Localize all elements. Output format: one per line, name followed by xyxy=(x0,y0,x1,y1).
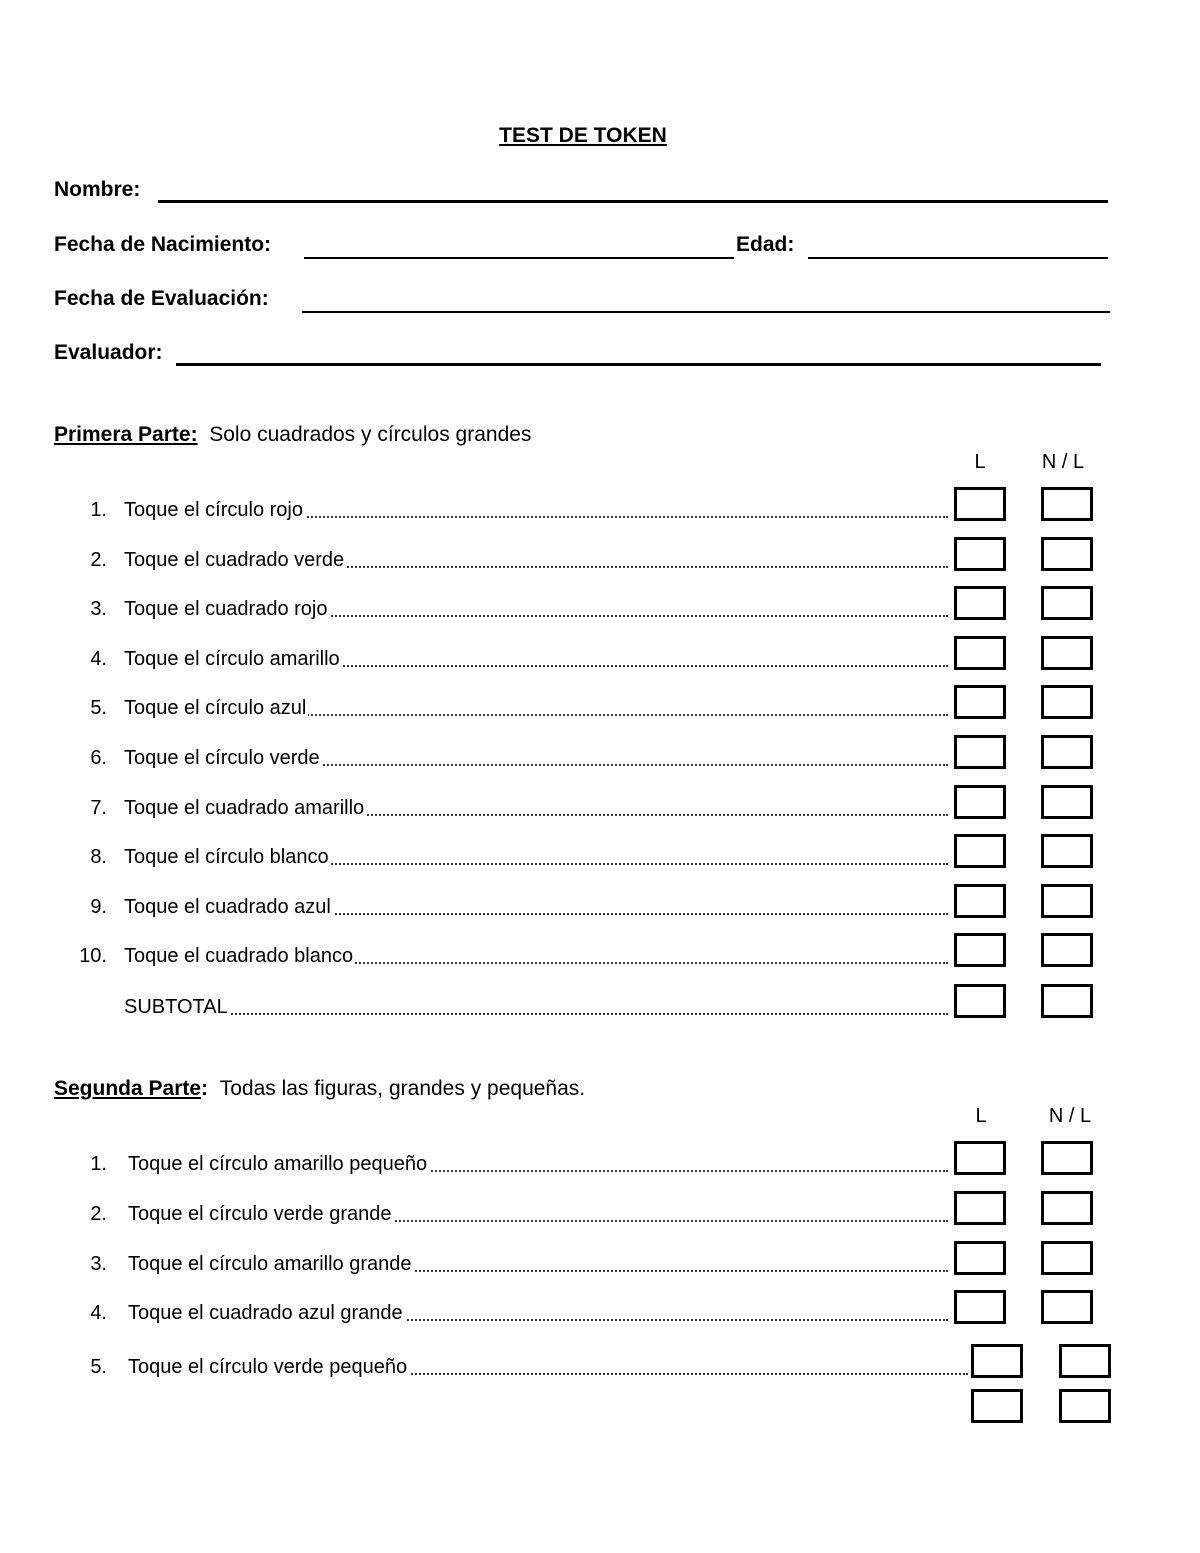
dotted-leader xyxy=(124,1013,948,1015)
item-number: 6. xyxy=(90,747,107,769)
p2-item-checkbox-l[interactable] xyxy=(954,1241,1006,1275)
item-number: 5. xyxy=(90,697,107,719)
item-checkbox-l[interactable] xyxy=(954,636,1006,670)
item-text: Toque el círculo amarillo grande xyxy=(128,1253,412,1275)
primera-parte-heading xyxy=(54,423,531,447)
item-number: 10. xyxy=(79,945,107,967)
item-checkbox-nl[interactable] xyxy=(1041,636,1093,670)
evaluador-label: Evaluador: xyxy=(54,341,163,364)
item-text: Toque el círculo verde pequeño xyxy=(128,1356,408,1378)
p2-item-checkbox-nl[interactable] xyxy=(1041,1241,1093,1275)
item-checkbox-l[interactable] xyxy=(954,487,1006,521)
nombre-label: Nombre: xyxy=(54,178,141,201)
p2-item-checkbox-nl[interactable] xyxy=(1041,1191,1093,1225)
item-checkbox-l[interactable] xyxy=(954,785,1006,819)
item-number: 1. xyxy=(90,1153,107,1175)
col-nl-header-2: N / L xyxy=(1048,1105,1092,1127)
p2-item-checkbox-nl[interactable] xyxy=(1059,1344,1111,1378)
segunda-parte-heading xyxy=(54,1077,585,1101)
item-number: 5. xyxy=(90,1356,107,1378)
col-l-header: L xyxy=(974,451,986,473)
item-checkbox-nl[interactable] xyxy=(1041,586,1093,620)
item-text: Toque el cuadrado blanco xyxy=(124,945,354,967)
item-checkbox-l[interactable] xyxy=(954,933,1006,967)
item-text: Toque el cuadrado azul grande xyxy=(128,1302,403,1324)
item-text: Toque el círculo azul xyxy=(124,697,307,719)
item-text: Toque el cuadrado amarillo xyxy=(124,797,365,819)
p2-item-checkbox-l[interactable] xyxy=(954,1290,1006,1324)
page-title: TEST DE TOKEN xyxy=(499,124,667,147)
item-text: Toque el cuadrado rojo xyxy=(124,598,328,620)
item-number: 4. xyxy=(90,1302,107,1324)
primera-parte-label: Primera Parte: xyxy=(54,423,198,446)
item-number: 3. xyxy=(90,1253,107,1275)
item-checkbox-nl[interactable] xyxy=(1041,537,1093,571)
item-text: Toque el cuadrado azul xyxy=(124,896,331,918)
extra-checkbox-nl[interactable] xyxy=(1059,1389,1111,1423)
p2-item-checkbox-l[interactable] xyxy=(971,1344,1023,1378)
p2-item-checkbox-l[interactable] xyxy=(954,1191,1006,1225)
item-text: Toque el círculo verde xyxy=(124,747,320,769)
item-number: 9. xyxy=(90,896,107,918)
item-checkbox-nl[interactable] xyxy=(1041,487,1093,521)
item-number: 2. xyxy=(90,549,107,571)
item-text: Toque el círculo blanco xyxy=(124,846,329,868)
item-checkbox-nl[interactable] xyxy=(1041,785,1093,819)
item-checkbox-l[interactable] xyxy=(954,884,1006,918)
item-text: Toque el círculo rojo xyxy=(124,499,303,521)
segunda-parte-description: Todas las figuras, grandes y pequeñas. xyxy=(219,1077,586,1100)
item-text: Toque el cuadrado verde xyxy=(124,549,345,571)
item-number: 2. xyxy=(90,1203,107,1225)
item-checkbox-nl[interactable] xyxy=(1041,884,1093,918)
item-number: 8. xyxy=(90,846,107,868)
item-text: Toque el círculo amarillo xyxy=(124,648,340,670)
fecha-evaluacion-label: Fecha de Evaluación: xyxy=(54,287,269,310)
extra-checkbox-l[interactable] xyxy=(971,1389,1023,1423)
item-text: Toque el círculo verde grande xyxy=(128,1203,392,1225)
item-checkbox-l[interactable] xyxy=(954,685,1006,719)
item-checkbox-nl[interactable] xyxy=(1041,685,1093,719)
p2-item-checkbox-nl[interactable] xyxy=(1041,1141,1093,1175)
subtotal-checkbox-l[interactable] xyxy=(954,984,1006,1018)
p2-item-checkbox-nl[interactable] xyxy=(1041,1290,1093,1324)
edad-line[interactable] xyxy=(808,257,1108,259)
evaluador-line[interactable] xyxy=(176,363,1101,366)
item-text: Toque el círculo amarillo pequeño xyxy=(128,1153,428,1175)
nombre-line[interactable] xyxy=(158,200,1108,203)
item-number: 7. xyxy=(90,797,107,819)
col-nl-header: N / L xyxy=(1041,451,1085,473)
primera-parte-description: Solo cuadrados y círculos grandes xyxy=(209,423,532,446)
item-checkbox-nl[interactable] xyxy=(1041,933,1093,967)
item-checkbox-l[interactable] xyxy=(954,537,1006,571)
item-checkbox-l[interactable] xyxy=(954,586,1006,620)
item-number: 4. xyxy=(90,648,107,670)
col-l-header-2: L xyxy=(975,1105,987,1127)
subtotal-checkbox-nl[interactable] xyxy=(1041,984,1093,1018)
fecha-nacimiento-line[interactable] xyxy=(304,257,734,259)
item-number: 3. xyxy=(90,598,107,620)
segunda-parte-colon: : xyxy=(201,1077,209,1100)
fecha-evaluacion-line[interactable] xyxy=(302,311,1110,313)
item-checkbox-l[interactable] xyxy=(954,834,1006,868)
fecha-nacimiento-label: Fecha de Nacimiento: xyxy=(54,233,272,256)
item-checkbox-nl[interactable] xyxy=(1041,834,1093,868)
edad-label: Edad: xyxy=(736,233,795,256)
item-checkbox-l[interactable] xyxy=(954,735,1006,769)
item-text: SUBTOTAL xyxy=(124,996,228,1018)
segunda-parte-label: Segunda Parte xyxy=(54,1077,202,1100)
item-number: 1. xyxy=(90,499,107,521)
p2-item-checkbox-l[interactable] xyxy=(954,1141,1006,1175)
item-checkbox-nl[interactable] xyxy=(1041,735,1093,769)
